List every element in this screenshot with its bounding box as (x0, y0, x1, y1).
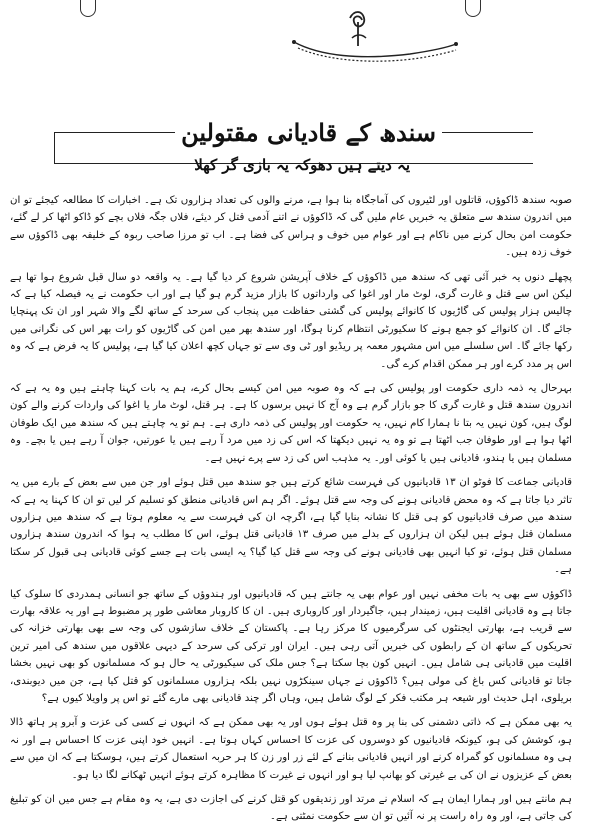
paragraph-5: ڈاکوؤں سے بھی یہ بات مخفی نہیں اور عوام بھی یہ جانتے ہیں کہ قادیانیوں اور ہندوؤں کے ساتھ جو انسانی ہمدردی کا سلوک کیا جاتا ہے وہ قادیانی اقلیت ہیں، زمیندار ہیں، جاگیردار اور کاروباری ہیں۔ ان کا کاروبار معاشی طور پر مضبوط ہے اور یہ علاقہ بھارت سے قریب ہے، بھارتی ایجنٹوں کی سرگرمیوں کا مرکز رہا ہے۔ پاکستان کے خلاف سازشوں کی وجہ سے بھی بھارتی خزانہ کی تحریکوں کے ساتھ ان کے رابطوں کی خبریں آتی رہی ہیں۔ ایران اور ترکی کی سرحد کے دیہی علاقوں میں سندھ کی امیر ترین اقلیت میں قادیانی ہی شامل ہیں۔ انہیں کون بچا سکتا ہے؟ جس ملک کی سیکیورٹی یہ حال ہو کہ مسلمانوں کو بھی نہیں بخشا جاتا تو قادیانی کس باغ کی مولی ہیں؟ ڈاکوؤں نے جہاں سینکڑوں نہیں بلکہ ہزاروں مسلمانوں کو قتل کیا ہے، جن میں دیوبندی، بریلوی، اہل حدیث اور شیعہ ہر مکتب فکر کے لوگ شامل ہیں، وہاں اگر چند قادیانی بھی مارے گئے تو اس پر واویلا کیوں ہے؟ (10, 588, 572, 704)
paragraph-4: قادیانی جماعت کا فوٹو ان ۱۳ قادیانیوں کی فہرست شائع کرتے ہیں جو سندھ میں قتل ہوئے اور جن میں سے بعض کے بارے میں یہ تاثر دیا جاتا ہے کہ وہ محض قادیانی ہونے کی وجہ سے قتل ہوئے۔ اگر ہم اس قادیانی منطق کو تسلیم کر لیں تو ان کا کہنا یہ ہے کہ سندھ میں صرف قادیانیوں کو ہی قتل کا نشانہ بنایا گیا ہے، اگرچہ ان کی فہرست سے یہ معلوم ہوتا ہے کہ سندھ میں ہزاروں مسلمان قتل ہوئے ہیں لیکن ان ہزاروں کے بدلے میں صرف ۱۳ قادیانی قتل ہوئے، اس کا مطلب یہ ہوا کہ اندرون سندھ ہزاروں مسلمان قتل ہوئے، تو کیا انہیں بھی قادیانی ہونے کی وجہ سے قتل کیا گیا؟ یہ ایسی بات ہے جسے کوئی قادیانی ہی قبول کر سکتا ہے۔ (10, 477, 573, 576)
border-ornament-left (80, 0, 96, 17)
paragraph-1: صوبہ سندھ ڈاکوؤں، قاتلوں اور لٹیروں کی آماجگاہ بنا ہوا ہے، مرنے والوں کی تعداد ہزاروں تک ہے۔ اخبارات کا مطالعہ کیجئے تو ان میں اندرون سندھ سے متعلق یہ خبریں عام ملیں گی کہ ڈاکوؤں نے اتنے آدمی قتل کر دیئے، فلاں جگہ فلاں بچے کو ڈاکو اٹھا کر لے گئے، حکومت امن بحال کرنے میں ناکام ہے اور عوام میں خوف و ہراس کی فضا ہے۔ اب تو مرزا صاحب ربوہ کے خلیفہ بھی ڈاکوؤں سے خوف زدہ ہیں۔ (10, 195, 572, 259)
closing-paragraph: ہم مانتے ہیں اور ہمارا ایمان ہے کہ اسلام نے مرتد اور زندیقوں کو قتل کرنے کی اجازت دی ہے، یہ وہ مقام ہے جس میں ان کو تبلیغ کی جاتی ہے، اور وہ راہ راست پر نہ آئیں تو ان سے حکومت نمٹتی ہے۔ (10, 794, 572, 823)
paragraph-2: پچھلے دنوں یہ خبر آئی تھی کہ سندھ میں ڈاکوؤں کے خلاف آپریشن شروع کر دیا گیا ہے۔ یہ واقعہ دو سال قبل شروع ہوا تھا ہے لیکن اس سے قتل و غارت گری، لوٹ مار اور اغوا کی وارداتوں کا بازار مزید گرم ہو گیا ہے اور اب حکومت نے یہ فیصلہ کیا ہے کہ چالیس ہزار پولیس کی گاڑیوں کا کانوائے پولیس کی گشتی حفاظت میں پنجاب کی سرحد کے ساتھ لگے والا شہر اور ان تک پہنچایا جائے گا۔ ان کانوائے کو جمع ہونے کا سکیورٹی انتظام کرنا ہوگا، اور سندھ بھر میں امن کی گاڑیوں کو رات بھر اس کی نگرانی میں رکھا جائے گا۔ اس سلسلے میں اس مشہور معمہ پر ریڈیو اور ٹی وی سے تو جہاں کچھ اعلان کیا گیا ہے، پولیس کا یہ فرض ہے کہ وہ اس پر مدد کرے اور ہر ممکن اقدام کرے گی۔ (10, 271, 572, 370)
article-title: سندھ کے قادیانی مقتولین (175, 118, 442, 147)
paragraph-3: بہرحال یہ ذمہ داری حکومت اور پولیس کی ہے کہ وہ صوبہ میں امن کیسے بحال کرے، ہم یہ بات کہنا چاہتے ہیں وہ یہ ہے کہ اندرون سندھ قتل و غارت گری کا جو بازار گرم ہے وہ آج کا نہیں برسوں کا ہے۔ ہر قتل، لوٹ مار یا اغوا کی واردات کرنے والے کون لوگ ہیں، کون نہیں یہ بتا نا ہمارا کام نہیں، یہ حکومت اور پولیس کی ذمہ داری ہے۔ ہم تو یہ چاہتے ہیں کہ سندھ میں ایک طوفان اٹھا ہوا ہے اور طوفان جب اٹھتا ہے تو وہ یہ نہیں دیکھتا کہ اس کی زد میں مرد آ رہے ہیں یا عورتیں، جوان آ رہے ہیں یا بچے۔ وہ مسلمان ہیں یا ہندو، قادیانی ہیں یا کوئی اور۔ یہ مذہب اس کی زد سے پرے نہیں ہے۔ (10, 383, 572, 464)
article-body (10, 192, 572, 833)
article-title-block (40, 118, 560, 186)
calligraphy-emblem (290, 8, 460, 68)
border-ornament-right (465, 0, 481, 17)
paragraph-6: یہ بھی ممکن ہے کہ ذاتی دشمنی کی بنا پر وہ قتل ہوئے ہوں اور یہ بھی ممکن ہے کہ انہوں نے کسی کی عزت و آبرو پر ہاتھ ڈالا ہو، کوشش کی ہو، کیونکہ قادیانیوں کو دوسروں کی عزت کا احساس کہاں ہوتا ہے۔ انہیں خود اپنی عزت کا احساس ہے اور نہ ہی وہ مسلمانوں کو گمراہ کرنے اور انہیں قادیانی بنانے کے لئے زر اور زن کا ہر حربہ استعمال کرتے ہیں، ہوسکتا ہے کہ ان میں سے بعض کے عزیزوں نے ان کی بے غیرتی کو بھانپ لیا ہو اور انہوں نے غیرت کا مظاہرہ کرتے ہوئے انہیں ٹھکانے لگا دیا ہو۔ (10, 717, 572, 781)
article-subtitle: یہ دیتے ہیں دھوکہ یہ بازی گر کھلا (194, 156, 410, 174)
